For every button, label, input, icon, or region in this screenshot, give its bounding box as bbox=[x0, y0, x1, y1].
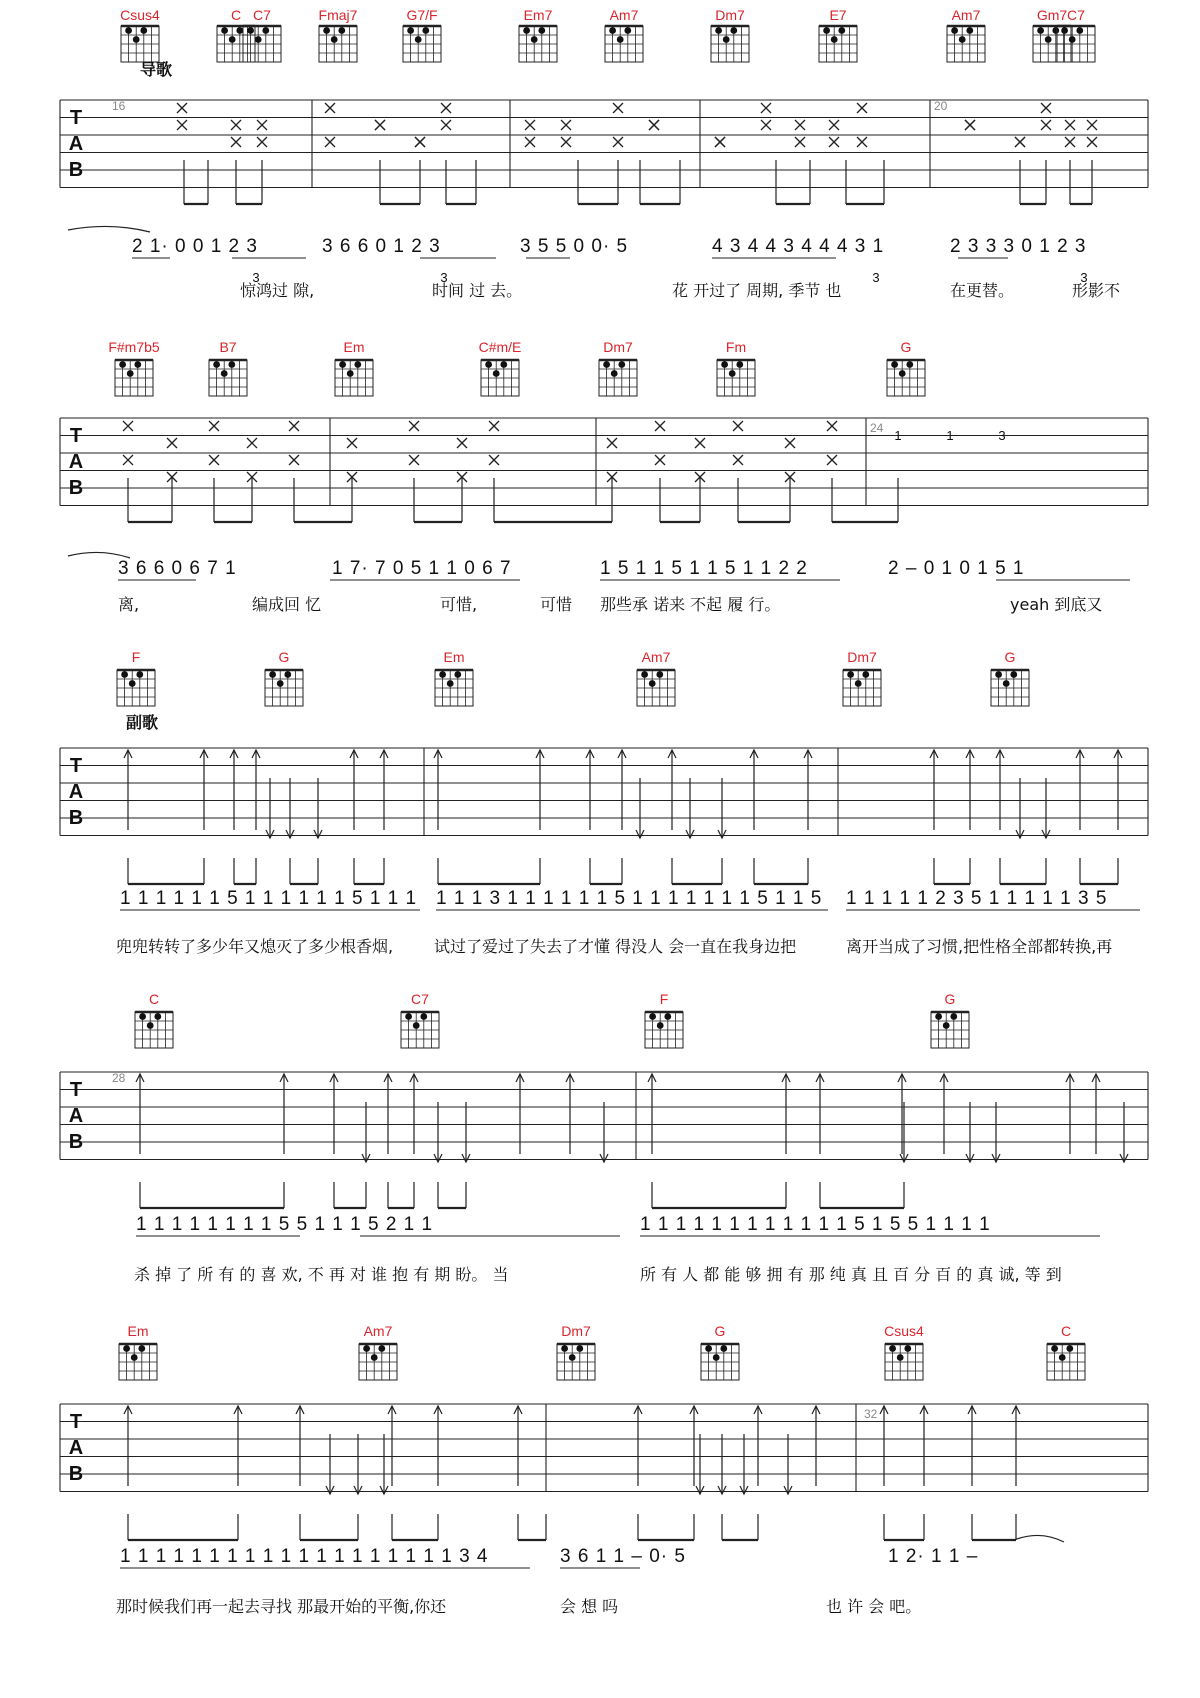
notation-measure: 1 1 1 1 1 1 1 1 1 1 1 1 5 1 5 5 1 1 1 1 bbox=[640, 1214, 991, 1235]
chord-diagram-dot bbox=[236, 27, 243, 34]
chord-diagram-dot bbox=[649, 680, 656, 687]
chord-diagram-dot bbox=[715, 27, 722, 34]
chord-diagram-dot bbox=[121, 671, 128, 678]
bar-number-32: 32 bbox=[864, 1407, 878, 1421]
chord-diagram-dot bbox=[561, 1345, 568, 1352]
chord-diagram-dot bbox=[855, 680, 862, 687]
chord-name: F#m7b5 bbox=[108, 339, 160, 355]
chord-diagram-dot bbox=[415, 36, 422, 43]
tab-letter-a: A bbox=[68, 781, 84, 803]
chord-diagram-dot bbox=[485, 361, 492, 368]
tab-letter-b: B bbox=[68, 1131, 84, 1153]
notation-measure: 3 6 6 0 6 7 1 bbox=[118, 558, 237, 579]
slur-arc bbox=[68, 226, 150, 232]
tab-letter-b: B bbox=[68, 159, 84, 181]
chord-name: Am7 bbox=[641, 649, 671, 665]
fret-number: 1 bbox=[894, 428, 902, 443]
chord-diagram-dot bbox=[618, 361, 625, 368]
chord-diagram-dot bbox=[611, 370, 618, 377]
lyric-line: 所 有 人 都 能 够 拥 有 那 纯 真 且 百 分 百 的 真 诚, 等 到 bbox=[640, 1265, 1062, 1284]
lyric-line: 形影不 bbox=[1072, 281, 1121, 300]
chord-diagram-dot bbox=[1051, 1345, 1058, 1352]
chord-diagram-dot bbox=[139, 1013, 146, 1020]
chord-diagram-dot bbox=[1003, 680, 1010, 687]
chord-diagram-dot bbox=[269, 671, 276, 678]
chord-diagram-dot bbox=[657, 1022, 664, 1029]
chord-diagram-dot bbox=[134, 361, 141, 368]
chord-name: C bbox=[1060, 1323, 1072, 1339]
lyric-line: 在更替。 bbox=[950, 281, 1015, 300]
chord-diagram-dot bbox=[538, 27, 545, 34]
chord-name: B7 bbox=[219, 339, 237, 355]
lyric-line: 那些承 诺来 不起 履 行。 bbox=[600, 595, 781, 614]
chord-diagram-dot bbox=[641, 671, 648, 678]
chorus-section-label: 副歌 bbox=[126, 713, 159, 732]
chord-name: Em bbox=[343, 339, 365, 355]
lyric-line: 那时候我们再一起去寻找 那最开始的平衡,你还 bbox=[116, 1597, 447, 1616]
chord-diagram-dot bbox=[262, 27, 269, 34]
chord-diagram-dot bbox=[603, 361, 610, 368]
notation-measure: 3 5 5 0 0· 5 bbox=[520, 236, 629, 257]
chord-diagram-dot bbox=[1069, 36, 1076, 43]
tab-letter-t: T bbox=[69, 107, 83, 129]
lyric-line: 杀 掉 了 所 有 的 喜 欢, 不 再 对 谁 抱 有 期 盼。 当 bbox=[134, 1265, 509, 1284]
chord-diagram-dot bbox=[331, 36, 338, 43]
chord-diagram-dot bbox=[935, 1013, 942, 1020]
slur-arc bbox=[1014, 1535, 1064, 1542]
chord-name: Dm7 bbox=[561, 1323, 591, 1339]
chord-diagram-dot bbox=[1059, 1354, 1066, 1361]
chord-diagram-dot bbox=[831, 36, 838, 43]
chord-diagram-dot bbox=[891, 361, 898, 368]
chord-diagram-dot bbox=[228, 361, 235, 368]
system-1 bbox=[112, 7, 1120, 300]
chord-diagram-dot bbox=[1052, 27, 1059, 34]
chord-diagram-dot bbox=[904, 1345, 911, 1352]
chord-name: E7 bbox=[829, 7, 847, 23]
chord-name: Dm7 bbox=[603, 339, 633, 355]
triplet-mark: 3 bbox=[1080, 270, 1088, 285]
bar-number-28: 28 bbox=[112, 1071, 126, 1085]
chord-diagram-dot bbox=[1010, 671, 1017, 678]
chord-diagram-dot bbox=[523, 27, 530, 34]
lyric-line: 试过了爱过了失去了才懂 得没人 会一直在我身边把 bbox=[434, 937, 797, 956]
chord-diagram-dot bbox=[899, 370, 906, 377]
lyric-line: 离开当成了习惯,把性格全部都转换,再 bbox=[846, 937, 1113, 956]
chord-diagram-dot bbox=[213, 361, 220, 368]
chord-diagram-dot bbox=[371, 1354, 378, 1361]
chord-diagram-dot bbox=[1066, 1345, 1073, 1352]
tab-letter-a: A bbox=[68, 133, 84, 155]
chord-diagram-dot bbox=[129, 680, 136, 687]
lyric-line: 离, bbox=[118, 595, 140, 614]
chord-diagram-dot bbox=[140, 27, 147, 34]
chord-diagram-dot bbox=[906, 361, 913, 368]
chord-name: Dm7 bbox=[847, 649, 877, 665]
chord-name: Fmaj7 bbox=[318, 7, 358, 23]
chord-diagram-dot bbox=[439, 671, 446, 678]
chord-diagram-dot bbox=[950, 1013, 957, 1020]
chord-diagram-dot bbox=[889, 1345, 896, 1352]
chord-name: C bbox=[148, 991, 160, 1007]
chord-name: F bbox=[131, 649, 141, 665]
chord-name: Csus4 bbox=[884, 1323, 924, 1339]
tab-letter-a: A bbox=[68, 1437, 84, 1459]
tab-letter-b: B bbox=[68, 807, 84, 829]
chord-diagram-dot bbox=[729, 370, 736, 377]
chord-diagram-dot bbox=[720, 1345, 727, 1352]
chord-diagram-dot bbox=[730, 27, 737, 34]
bar-number-20: 20 bbox=[934, 99, 948, 113]
chord-diagram-dot bbox=[721, 361, 728, 368]
system-2 bbox=[108, 339, 1102, 614]
tab-letter-t: T bbox=[69, 1411, 83, 1433]
chord-diagram-dot bbox=[454, 671, 461, 678]
chord-diagram-dot bbox=[1061, 27, 1068, 34]
chord-diagram-dot bbox=[136, 671, 143, 678]
chord-diagram-dot bbox=[247, 27, 254, 34]
chord-name: G bbox=[944, 991, 956, 1007]
chord-diagram-dot bbox=[713, 1354, 720, 1361]
chord-diagram-dot bbox=[363, 1345, 370, 1352]
chord-diagram-dot bbox=[154, 1013, 161, 1020]
chord-diagram-dot bbox=[1076, 27, 1083, 34]
notation-measure: 4 3 4 4 3 4 4 4 3 1 bbox=[712, 236, 885, 257]
lyric-line: 也 许 会 吧。 bbox=[826, 1597, 922, 1616]
chord-diagram-dot bbox=[723, 36, 730, 43]
chord-name: Dm7 bbox=[715, 7, 745, 23]
chord-diagram-dot bbox=[422, 27, 429, 34]
chord-diagram-dot bbox=[131, 1354, 138, 1361]
chord-diagram-dot bbox=[447, 680, 454, 687]
chord-diagram-dot bbox=[378, 1345, 385, 1352]
lyric-line: yeah 到底又 bbox=[1010, 595, 1103, 614]
bar-number-16: 16 bbox=[112, 99, 126, 113]
chord-diagram-dot bbox=[221, 27, 228, 34]
chord-diagram-dot bbox=[838, 27, 845, 34]
notation-measure: 1 1 1 1 1 1 1 1 5 5 1 1 1 5 2 1 1 bbox=[136, 1214, 434, 1235]
notation-measure: 2 1· 0 0 1 2 3 bbox=[132, 236, 258, 257]
chord-diagram-dot bbox=[1037, 27, 1044, 34]
chord-diagram-dot bbox=[229, 36, 236, 43]
chord-diagram-dot bbox=[959, 36, 966, 43]
chord-name: Em bbox=[443, 649, 465, 665]
chord-diagram-dot bbox=[277, 680, 284, 687]
notation-measure: 1 1 1 3 1 1 1 1 1 1 5 1 1 1 1 1 1 1 5 1 1 5 bbox=[436, 888, 823, 909]
lyric-line: 可惜 bbox=[540, 595, 573, 614]
chord-diagram-dot bbox=[323, 27, 330, 34]
chord-diagram-dot bbox=[133, 36, 140, 43]
chord-diagram-dot bbox=[897, 1354, 904, 1361]
intro-section-label: 导歌 bbox=[140, 60, 173, 79]
chord-name: Gm7 bbox=[1036, 7, 1068, 23]
chord-diagram-dot bbox=[617, 36, 624, 43]
chord-diagram-dot bbox=[119, 361, 126, 368]
triplet-mark: 3 bbox=[872, 270, 880, 285]
chord-diagram-dot bbox=[138, 1345, 145, 1352]
chord-diagram-dot bbox=[339, 361, 346, 368]
lyric-line: 花 开过了 周期, 季节 也 bbox=[672, 281, 842, 300]
system-5 bbox=[116, 1323, 1071, 1616]
chord-diagram-dot bbox=[576, 1345, 583, 1352]
fret-number: 3 bbox=[998, 428, 1006, 443]
chord-diagram-dot bbox=[847, 671, 854, 678]
chord-diagram-dot bbox=[609, 27, 616, 34]
chord-diagram-dot bbox=[125, 27, 132, 34]
chord-diagram-dot bbox=[407, 27, 414, 34]
lyric-line: 会 想 吗 bbox=[560, 1597, 619, 1616]
chord-diagram-dot bbox=[624, 27, 631, 34]
tab-letter-a: A bbox=[68, 451, 84, 473]
chord-name: G bbox=[900, 339, 912, 355]
chord-diagram-dot bbox=[664, 1013, 671, 1020]
chord-name: C bbox=[230, 7, 242, 23]
chord-name: Em7 bbox=[523, 7, 553, 23]
chord-diagram-dot bbox=[705, 1345, 712, 1352]
chord-diagram-dot bbox=[127, 370, 134, 377]
chord-name: C#m/E bbox=[478, 339, 522, 355]
chord-diagram-dot bbox=[569, 1354, 576, 1361]
chord-diagram-dot bbox=[405, 1013, 412, 1020]
notation-measure: 3 6 6 0 1 2 3 bbox=[322, 236, 441, 257]
notation-measure: 1 2· 1 1 – bbox=[888, 1546, 979, 1567]
chord-diagram-dot bbox=[354, 361, 361, 368]
tab-letter-t: T bbox=[69, 755, 83, 777]
notation-measure: 1 5 1 1 5 1 1 5 1 1 2 2 bbox=[600, 558, 808, 579]
chord-name: Csus4 bbox=[120, 7, 160, 23]
chord-diagram-dot bbox=[347, 370, 354, 377]
lyric-line: 可惜, bbox=[440, 595, 478, 614]
tab-letter-b: B bbox=[68, 1463, 84, 1485]
chord-name: C7 bbox=[253, 7, 271, 23]
chord-diagram-dot bbox=[531, 36, 538, 43]
chord-diagram-dot bbox=[1045, 36, 1052, 43]
chord-name: F bbox=[659, 991, 669, 1007]
triplet-mark: 3 bbox=[252, 270, 260, 285]
fret-number: 1 bbox=[946, 428, 954, 443]
chord-name: C7 bbox=[1067, 7, 1085, 23]
chord-diagram-dot bbox=[943, 1022, 950, 1029]
bar-number-24: 24 bbox=[870, 421, 884, 435]
system-4 bbox=[112, 991, 1062, 1284]
chord-diagram-dot bbox=[123, 1345, 130, 1352]
chord-diagram-dot bbox=[493, 370, 500, 377]
notation-measure: 1 1 1 1 1 1 1 1 1 1 1 1 1 1 1 1 1 1 1 3 4 bbox=[120, 1546, 489, 1567]
chord-diagram-dot bbox=[862, 671, 869, 678]
chord-name: Am7 bbox=[951, 7, 981, 23]
chord-diagram-dot bbox=[255, 36, 262, 43]
chord-diagram-dot bbox=[736, 361, 743, 368]
chord-diagram-dot bbox=[420, 1013, 427, 1020]
lyric-line: 惊鸿过 隙, bbox=[240, 281, 315, 300]
lyric-line: 时间 过 去。 bbox=[432, 281, 523, 300]
chord-diagram-dot bbox=[338, 27, 345, 34]
chord-diagram-dot bbox=[823, 27, 830, 34]
chord-name: C7 bbox=[411, 991, 429, 1007]
chord-name: Am7 bbox=[609, 7, 639, 23]
chord-name: Em bbox=[127, 1323, 149, 1339]
chord-diagram-dot bbox=[413, 1022, 420, 1029]
tab-letter-b: B bbox=[68, 477, 84, 499]
chord-name: Fm bbox=[725, 339, 747, 355]
chord-diagram-dot bbox=[966, 27, 973, 34]
chord-name: G bbox=[278, 649, 290, 665]
notation-measure: 2 3 3 3 0 1 2 3 bbox=[950, 236, 1087, 257]
lyric-line: 编成回 忆 bbox=[252, 595, 322, 614]
tab-letter-t: T bbox=[69, 1079, 83, 1101]
tab-letter-t: T bbox=[69, 425, 83, 447]
chord-name: Am7 bbox=[363, 1323, 393, 1339]
systems-layer bbox=[60, 26, 1148, 1568]
chord-diagram-dot bbox=[656, 671, 663, 678]
chord-name: G7/F bbox=[406, 7, 438, 23]
lyric-line: 兜兜转转了多少年又熄灭了多少根香烟, bbox=[116, 937, 394, 956]
notation-measure: 1 1 1 1 1 1 5 1 1 1 1 1 1 5 1 1 1 bbox=[120, 888, 418, 909]
notation-measure: 3 6 1 1 – 0· 5 bbox=[560, 1546, 686, 1567]
chord-diagram-dot bbox=[221, 370, 228, 377]
notation-measure: 1 1 1 1 1 2 3 5 1 1 1 1 1 3 5 bbox=[846, 888, 1108, 909]
chord-name: G bbox=[714, 1323, 726, 1339]
notation-measure: 2 – 0 1 0 1 5 1 bbox=[888, 558, 1025, 579]
notation-measure: 1 7· 7 0 5 1 1 0 6 7 bbox=[332, 558, 512, 579]
triplet-mark: 3 bbox=[440, 270, 448, 285]
chord-diagram-dot bbox=[649, 1013, 656, 1020]
chord-diagram-dot bbox=[995, 671, 1002, 678]
tab-letter-a: A bbox=[68, 1105, 84, 1127]
chord-diagram-dot bbox=[147, 1022, 154, 1029]
chord-diagram-dot bbox=[500, 361, 507, 368]
chord-diagram-dot bbox=[951, 27, 958, 34]
chord-name: G bbox=[1004, 649, 1016, 665]
chord-diagram-dot bbox=[284, 671, 291, 678]
